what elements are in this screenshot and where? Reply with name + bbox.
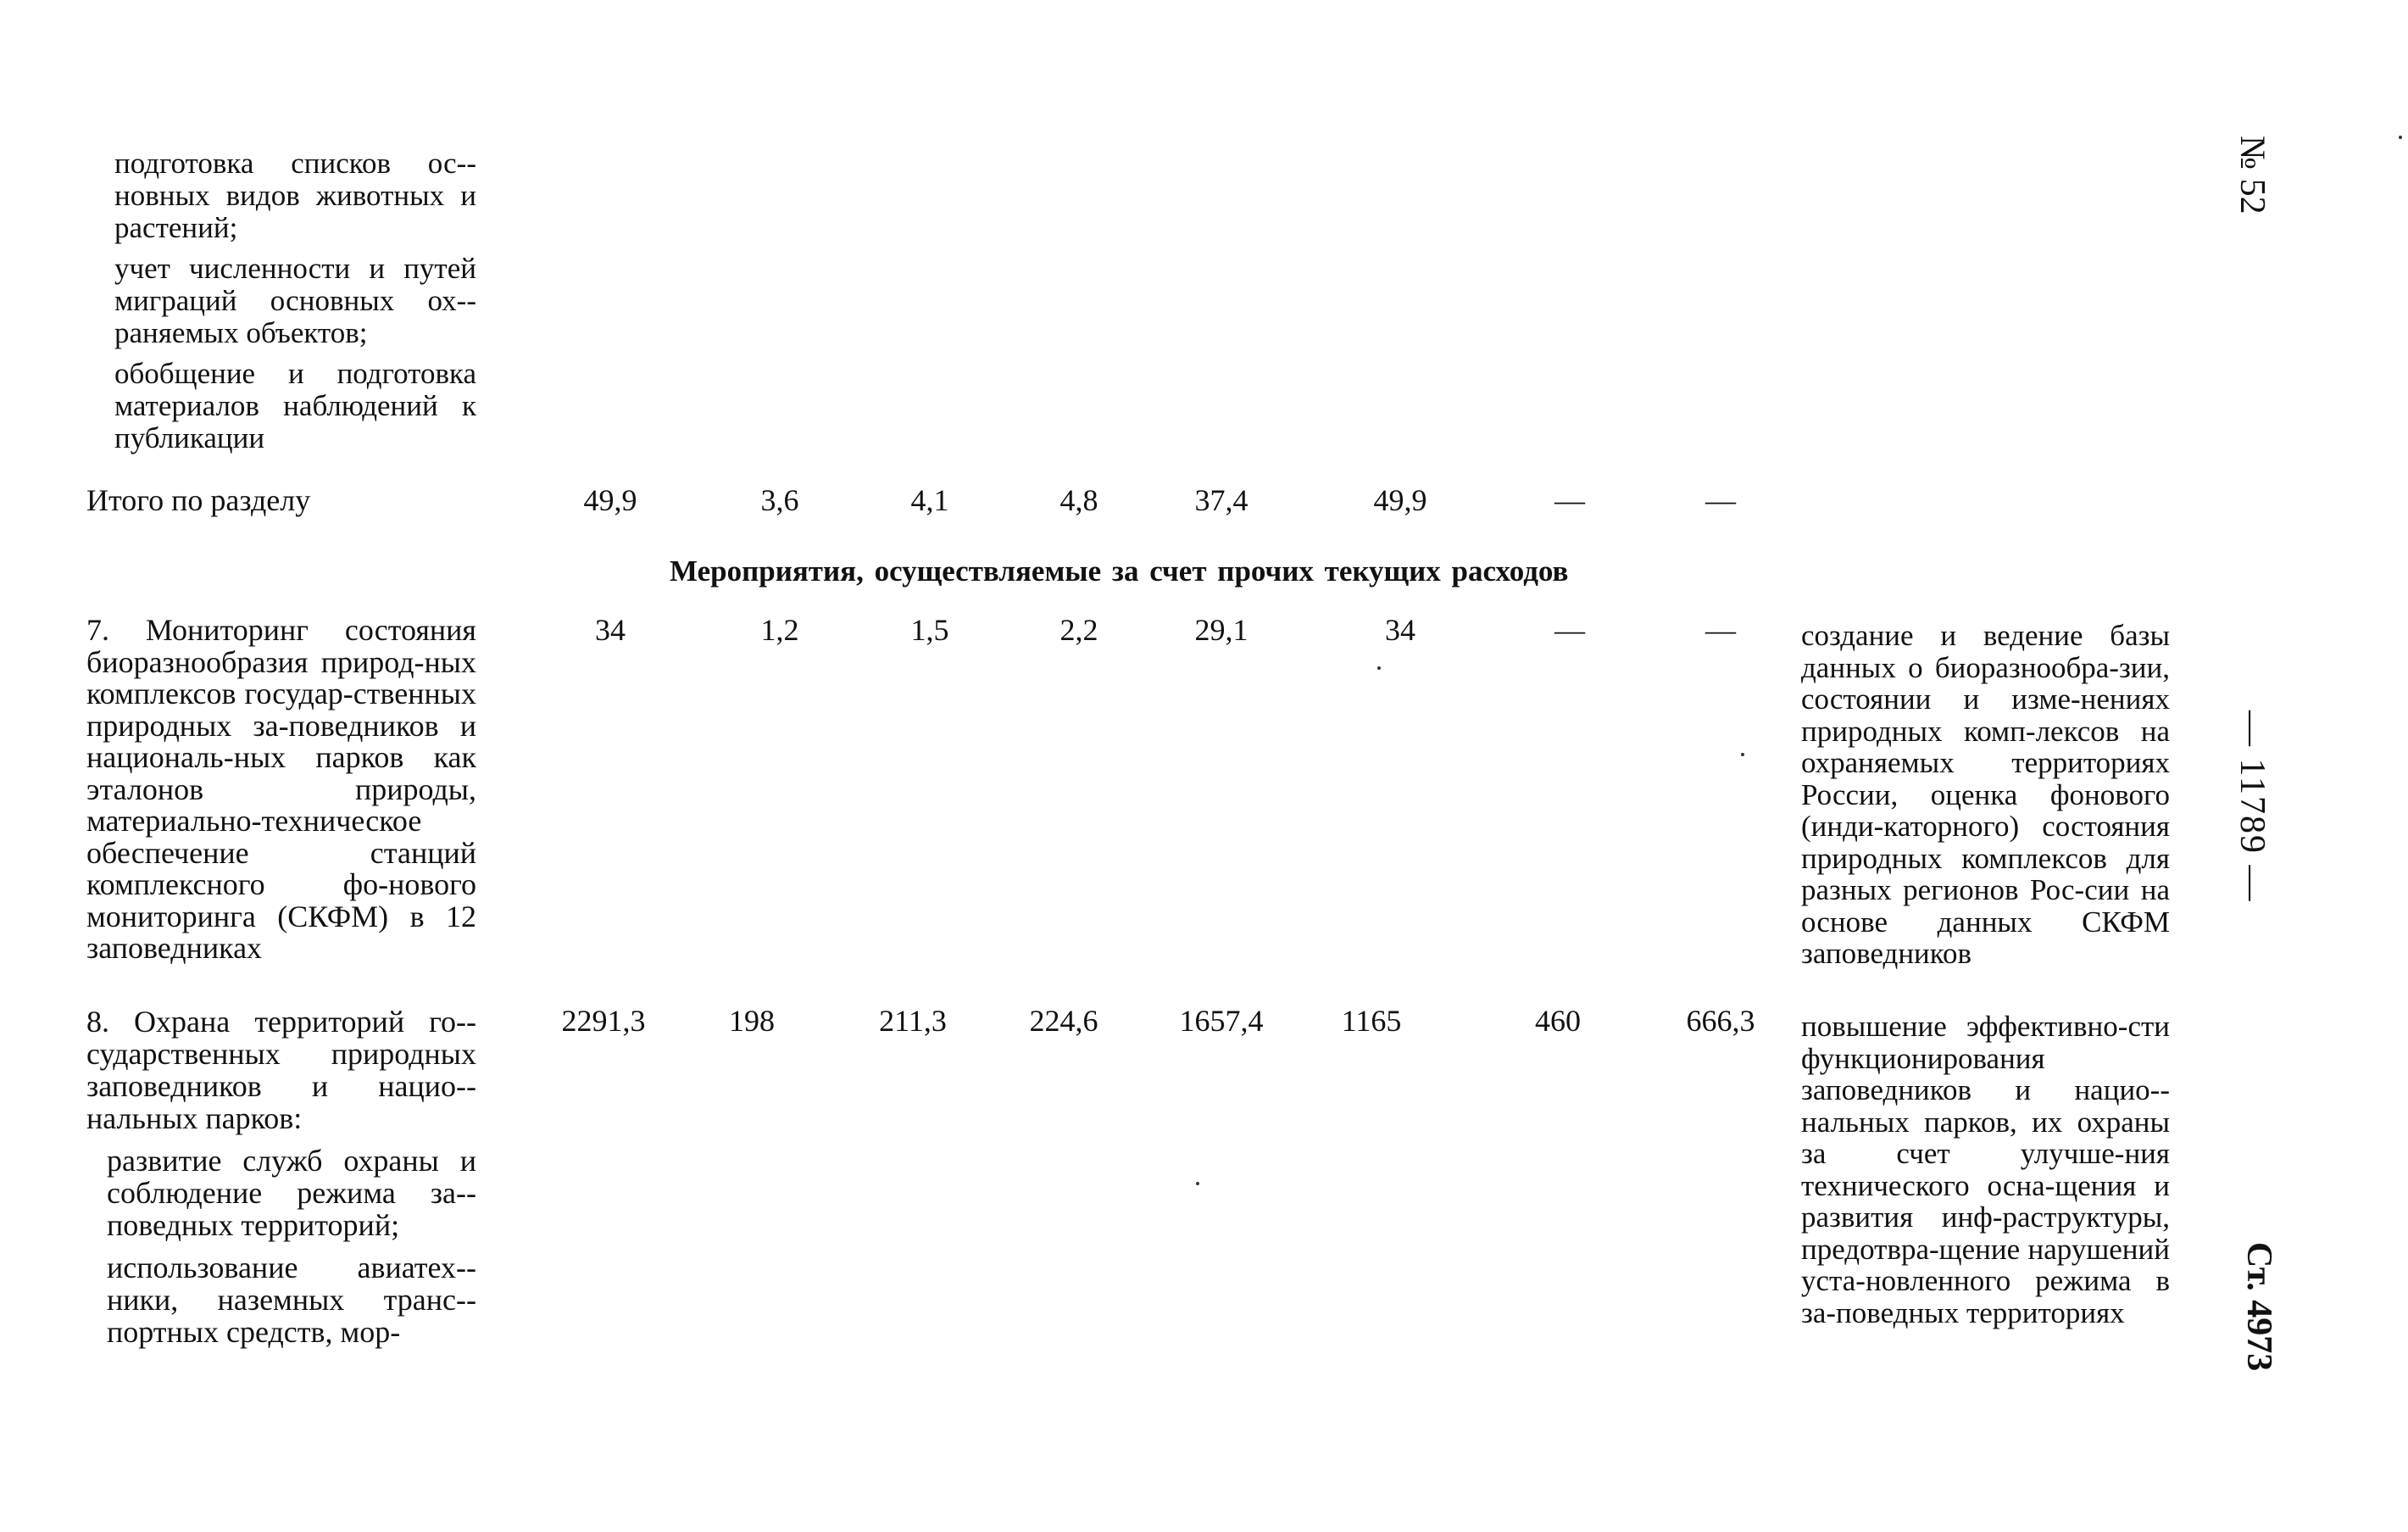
item-8-sub-2: использование авиатех-ники, наземных транс-портных средств, мор- bbox=[107, 1251, 476, 1349]
total-value-col6: 49,9 bbox=[1373, 483, 1427, 517]
item-8-sub-1: развитие служб охраны и соблюдение режима за-поведных территорий; bbox=[107, 1144, 476, 1242]
item-7-value-col1: 34 bbox=[595, 613, 626, 647]
item-8-result: повышение эффективно-сти функционирования заповедников и нацио-нальных парков, их охраны за счет улучше-ния технического осна-щения и развития инф-раструктуры, предотвра-щение нарушений уста-новленного режима в за-поведных территориях bbox=[1801, 1010, 2170, 1329]
item-8-value-col5: 1657,4 bbox=[1179, 1004, 1264, 1038]
item-7-value-col2: 1,2 bbox=[760, 613, 799, 647]
total-value-col2: 3,6 bbox=[760, 483, 799, 517]
item-7-value-col4: 2,2 bbox=[1059, 613, 1098, 647]
item-8-value-col8: 666,3 bbox=[1686, 1004, 1755, 1038]
item-8-value-col3: 211,3 bbox=[879, 1004, 947, 1038]
total-value-col8: — bbox=[1705, 483, 1736, 517]
intro-item-3: обобщение и подготовка материалов наблюдений к публикации bbox=[114, 357, 476, 454]
total-value-col4: 4,8 bbox=[1059, 483, 1098, 517]
item-8-value-col4: 224,6 bbox=[1029, 1004, 1098, 1038]
item-8-value-col6: 1165 bbox=[1341, 1004, 1402, 1038]
scan-speck bbox=[2399, 136, 2402, 139]
total-value-col1: 49,9 bbox=[583, 483, 637, 517]
section-heading: Мероприятия, осуществляемые за счет прочих текущих расходов bbox=[670, 554, 1569, 588]
article-number: Ст. 4973 bbox=[2239, 1242, 2278, 1372]
item-7-value-col6: 34 bbox=[1385, 613, 1415, 647]
item-7-value-col8: — bbox=[1705, 613, 1736, 647]
item-7-value-col5: 29,1 bbox=[1194, 613, 1248, 647]
total-value-col5: 37,4 bbox=[1194, 483, 1248, 517]
page-number: — 11789 — bbox=[2233, 710, 2272, 903]
total-value-col7: — bbox=[1554, 483, 1585, 517]
total-row-values bbox=[0, 483, 2408, 517]
item-7-description bbox=[86, 615, 476, 965]
item-8-value-col7: 460 bbox=[1535, 1004, 1581, 1038]
total-row-label: Итого по разделу bbox=[86, 483, 311, 517]
item-8-text: 8. Охрана территорий го-сударственных природных заповедников и нацио-нальных парков: bbox=[86, 1005, 476, 1135]
item-7-text: 7. Мониторинг состояния биоразнообразия природ-ных комплексов государ-ственных природных за-поведников и националь-ных парков как эталонов природы, материально-техническое обеспечение станций комплексного фо-нового мониторинга (СКФМ) в 12 заповедниках bbox=[86, 613, 476, 965]
scan-speck bbox=[1377, 666, 1381, 670]
scan-speck bbox=[1741, 753, 1744, 756]
intro-block bbox=[114, 148, 476, 454]
total-value-col3: 4,1 bbox=[910, 483, 949, 517]
intro-item-2: учет численности и путей миграций основных ох-раняемых объектов; bbox=[114, 252, 476, 349]
scan-speck bbox=[1196, 1182, 1199, 1185]
item-7-value-col3: 1,5 bbox=[910, 613, 949, 647]
item-8-value-col2: 198 bbox=[729, 1004, 775, 1038]
item-7-value-col7: — bbox=[1554, 613, 1585, 647]
item-7-result: создание и ведение базы данных о биоразнообра-зии, состоянии и изме-нениях природных комп-лексов на охраняемых территориях России, оценка фонового (инди-каторного) состояния природных комплексов для разных регионов Рос-сии на основе данных СКФМ заповедников bbox=[1801, 619, 2170, 970]
intro-item-1: подготовка списков ос-новных видов животных и растений; bbox=[114, 147, 476, 244]
item-8-description bbox=[86, 1006, 476, 1348]
item-8-value-col1: 2291,3 bbox=[561, 1004, 646, 1038]
issue-number: № 52 bbox=[2233, 136, 2272, 214]
